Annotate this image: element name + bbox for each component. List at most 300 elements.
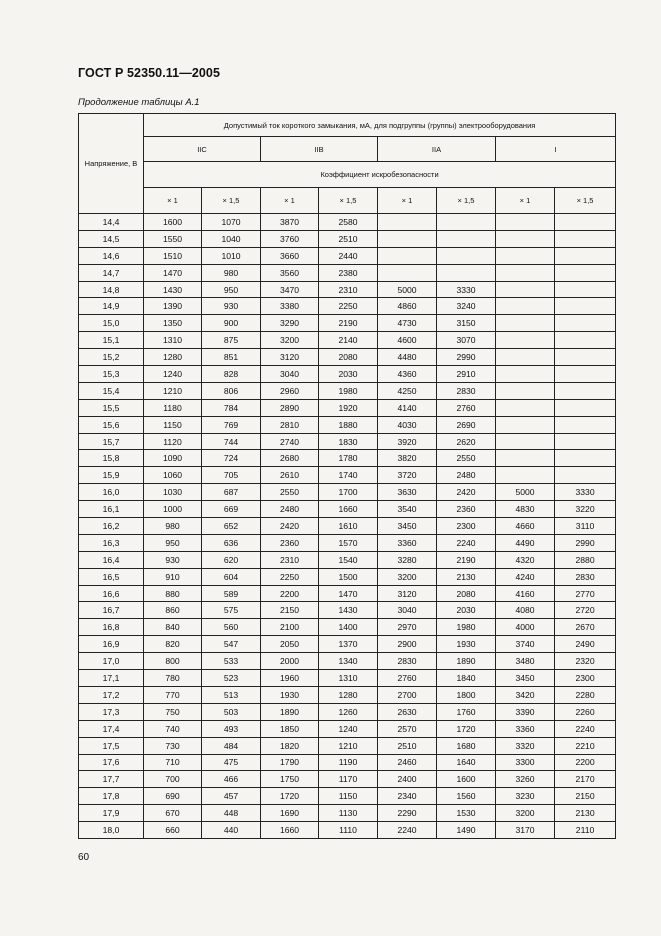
current-cell: 2110 [555,822,616,839]
current-cell: 2360 [437,501,496,518]
current-cell: 2580 [319,214,378,231]
voltage-cell: 15,1 [79,332,144,349]
current-cell: 2250 [319,298,378,315]
current-cell: 4140 [378,399,437,416]
current-cell: 2480 [437,467,496,484]
current-cell: 3200 [496,805,555,822]
table-row [79,568,616,585]
current-cell: 1890 [437,653,496,670]
current-cell: 2550 [261,484,319,501]
current-cell: 1740 [319,467,378,484]
current-cell: 3420 [496,686,555,703]
current-cell: 547 [202,636,261,653]
current-cell: 930 [202,298,261,315]
current-cell: 1720 [261,788,319,805]
current-cell: 3450 [496,670,555,687]
current-cell: 1390 [144,298,202,315]
current-cell: 1370 [319,636,378,653]
current-cell: 2910 [437,366,496,383]
current-cell: 1820 [261,737,319,754]
current-cell: 1430 [319,602,378,619]
table-row [79,822,616,839]
current-cell: 1280 [319,686,378,703]
current-cell: 1170 [319,771,378,788]
voltage-cell: 16,4 [79,551,144,568]
table-row [79,214,616,231]
current-cell: 2510 [319,230,378,247]
table-row [79,805,616,822]
current-cell: 2420 [261,518,319,535]
current-cell [496,315,555,332]
current-cell: 2170 [555,771,616,788]
current-cell: 2050 [261,636,319,653]
current-cell: 2970 [378,619,437,636]
voltage-cell: 14,7 [79,264,144,281]
current-cell: 3040 [261,366,319,383]
current-cell: 5000 [496,484,555,501]
current-cell: 660 [144,822,202,839]
current-cell [555,332,616,349]
voltage-cell: 18,0 [79,822,144,839]
table-row [79,399,616,416]
current-cell [496,298,555,315]
voltage-cell: 17,8 [79,788,144,805]
current-cell: 705 [202,467,261,484]
current-cell: 1310 [144,332,202,349]
voltage-cell: 16,2 [79,518,144,535]
voltage-header: Напряжение, В [79,114,144,214]
current-cell: 2380 [319,264,378,281]
table-caption: Продолжение таблицы А.1 [78,97,200,108]
current-cell: 575 [202,602,261,619]
current-cell: 493 [202,720,261,737]
current-cell: 2030 [319,366,378,383]
table-row [79,686,616,703]
voltage-cell: 14,4 [79,214,144,231]
current-cell: 980 [202,264,261,281]
current-cell: 1210 [319,737,378,754]
current-cell: 2190 [319,315,378,332]
current-cell: 560 [202,619,261,636]
current-cell: 448 [202,805,261,822]
current-cell: 4660 [496,518,555,535]
current-cell: 2280 [555,686,616,703]
current-cell: 3320 [496,737,555,754]
current-cell: 1150 [319,788,378,805]
current-cell: 484 [202,737,261,754]
current-cell: 1600 [144,214,202,231]
current-cell: 2740 [261,433,319,450]
table-row [79,670,616,687]
current-cell: 4830 [496,501,555,518]
document-title: ГОСТ Р 52350.11—2005 [78,66,221,80]
current-cell: 652 [202,518,261,535]
current-cell: 3170 [496,822,555,839]
current-cell: 2690 [437,416,496,433]
current-cell: 1920 [319,399,378,416]
current-cell: 2320 [555,653,616,670]
current-cell: 2900 [378,636,437,653]
current-cell: 3820 [378,450,437,467]
table-row [79,349,616,366]
current-cell: 3870 [261,214,319,231]
table-row [79,737,616,754]
voltage-cell: 15,3 [79,366,144,383]
current-cell: 1880 [319,416,378,433]
current-cell: 1260 [319,703,378,720]
current-cell [437,247,496,264]
group-header-iia: IIA [378,137,496,162]
current-cell: 2150 [261,602,319,619]
voltage-cell: 14,9 [79,298,144,315]
voltage-cell: 17,9 [79,805,144,822]
current-cell: 3450 [378,518,437,535]
current-cell: 2720 [555,602,616,619]
current-cell: 1540 [319,551,378,568]
current-cell: 3380 [261,298,319,315]
current-cell: 980 [144,518,202,535]
multiplier-header: × 1 [261,188,319,214]
current-cell: 2300 [555,670,616,687]
voltage-cell: 14,8 [79,281,144,298]
current-cell: 687 [202,484,261,501]
current-cell: 2830 [437,382,496,399]
current-cell: 3480 [496,653,555,670]
current-cell [378,230,437,247]
table-row [79,788,616,805]
voltage-cell: 16,9 [79,636,144,653]
current-cell: 3200 [378,568,437,585]
table-body [79,214,616,839]
voltage-cell: 17,7 [79,771,144,788]
current-cell [555,467,616,484]
current-cell: 1060 [144,467,202,484]
table-row [79,602,616,619]
table-row [79,619,616,636]
current-cell: 5000 [378,281,437,298]
current-cell: 744 [202,433,261,450]
current-cell: 503 [202,703,261,720]
voltage-cell: 14,5 [79,230,144,247]
current-cell: 2620 [437,433,496,450]
current-cell: 1000 [144,501,202,518]
current-cell: 2550 [437,450,496,467]
current-cell: 1280 [144,349,202,366]
voltage-cell: 14,6 [79,247,144,264]
current-cell: 3260 [496,771,555,788]
table-row [79,264,616,281]
group-header-iic: IIC [144,137,261,162]
current-cell: 4160 [496,585,555,602]
current-cell: 1070 [202,214,261,231]
current-cell: 2810 [261,416,319,433]
current-cell: 1490 [437,822,496,839]
current-cell: 2680 [261,450,319,467]
current-cell: 3470 [261,281,319,298]
multiplier-header: × 1,5 [319,188,378,214]
current-cell: 4000 [496,619,555,636]
current-cell: 457 [202,788,261,805]
current-cell: 724 [202,450,261,467]
multiplier-header: × 1,5 [555,188,616,214]
voltage-cell: 15,8 [79,450,144,467]
current-cell: 670 [144,805,202,822]
current-cell: 1120 [144,433,202,450]
current-cell: 2480 [261,501,319,518]
current-cell: 3540 [378,501,437,518]
current-cell: 1470 [144,264,202,281]
current-cell [496,433,555,450]
table-row [79,433,616,450]
voltage-cell: 17,1 [79,670,144,687]
current-cell: 4360 [378,366,437,383]
current-cell: 2960 [261,382,319,399]
current-cell: 2080 [437,585,496,602]
table-row [79,585,616,602]
current-cell [496,349,555,366]
current-cell: 3920 [378,433,437,450]
multiplier-header: × 1 [378,188,437,214]
current-cell: 2200 [555,754,616,771]
current-cell [555,247,616,264]
current-cell: 1110 [319,822,378,839]
current-cell [496,382,555,399]
current-cell: 3760 [261,230,319,247]
current-cell: 1960 [261,670,319,687]
current-cell: 1240 [319,720,378,737]
current-cell: 2240 [437,534,496,551]
voltage-cell: 16,6 [79,585,144,602]
current-cell: 1610 [319,518,378,535]
current-cell: 769 [202,416,261,433]
current-cell: 730 [144,737,202,754]
current-cell: 533 [202,653,261,670]
current-cell [555,433,616,450]
current-cell: 3280 [378,551,437,568]
table-row [79,315,616,332]
current-cell: 4860 [378,298,437,315]
voltage-cell: 15,6 [79,416,144,433]
current-cell: 3200 [261,332,319,349]
current-cell: 2420 [437,484,496,501]
current-cell: 2150 [555,788,616,805]
current-cell [496,247,555,264]
current-cell: 2990 [555,534,616,551]
current-cell [555,281,616,298]
coefficient-header: Коэффициент искробезопасности [144,162,616,188]
current-cell [496,467,555,484]
current-cell [496,366,555,383]
current-cell: 636 [202,534,261,551]
current-cell [437,230,496,247]
current-cell [496,450,555,467]
current-cell: 1150 [144,416,202,433]
current-cell: 1010 [202,247,261,264]
current-cell: 1980 [319,382,378,399]
current-cell: 2760 [378,670,437,687]
table-row [79,703,616,720]
current-cell: 3240 [437,298,496,315]
current-cell: 4240 [496,568,555,585]
current-cell: 4490 [496,534,555,551]
current-cell: 2830 [378,653,437,670]
table-row [79,551,616,568]
current-cell: 3230 [496,788,555,805]
current-cell: 875 [202,332,261,349]
current-cell: 840 [144,619,202,636]
table-row [79,636,616,653]
current-cell [437,264,496,281]
current-cell: 589 [202,585,261,602]
current-cell: 1510 [144,247,202,264]
current-cell: 880 [144,585,202,602]
current-cell: 784 [202,399,261,416]
current-cell [555,450,616,467]
current-cell [378,264,437,281]
current-cell: 620 [202,551,261,568]
current-cell: 1430 [144,281,202,298]
current-cell: 466 [202,771,261,788]
current-cell: 1400 [319,619,378,636]
current-cell: 1550 [144,230,202,247]
current-cell: 806 [202,382,261,399]
current-cell: 1240 [144,366,202,383]
current-cell: 1530 [437,805,496,822]
current-cell [496,416,555,433]
current-cell: 700 [144,771,202,788]
current-cell: 1930 [437,636,496,653]
voltage-cell: 15,4 [79,382,144,399]
current-cell: 4250 [378,382,437,399]
current-cell: 2130 [555,805,616,822]
current-cell: 2630 [378,703,437,720]
current-cell: 2310 [261,551,319,568]
current-cell: 3120 [261,349,319,366]
current-cell: 950 [144,534,202,551]
current-cell: 780 [144,670,202,687]
current-cell [496,214,555,231]
current-cell: 1660 [319,501,378,518]
voltage-cell: 16,7 [79,602,144,619]
voltage-cell: 16,8 [79,619,144,636]
current-cell: 1560 [437,788,496,805]
current-cell: 2990 [437,349,496,366]
current-cell: 2880 [555,551,616,568]
current-cell: 1980 [437,619,496,636]
current-cell [555,382,616,399]
current-cell: 1790 [261,754,319,771]
current-cell: 2510 [378,737,437,754]
current-cell: 3360 [378,534,437,551]
current-cell: 440 [202,822,261,839]
current-cell [378,247,437,264]
current-cell: 1030 [144,484,202,501]
current-cell: 3360 [496,720,555,737]
current-cell: 2340 [378,788,437,805]
current-cell [555,264,616,281]
group-header-i: I [496,137,616,162]
current-cell: 4480 [378,349,437,366]
current-cell: 1040 [202,230,261,247]
current-cell: 3630 [378,484,437,501]
current-cell [496,332,555,349]
table-row [79,653,616,670]
current-cell: 800 [144,653,202,670]
voltage-cell: 15,9 [79,467,144,484]
current-cell: 2080 [319,349,378,366]
current-cell: 710 [144,754,202,771]
current-cell: 950 [202,281,261,298]
current-cell: 2890 [261,399,319,416]
table-row [79,467,616,484]
current-cell: 2200 [261,585,319,602]
current-cell: 2240 [555,720,616,737]
current-cell: 1470 [319,585,378,602]
table-row [79,382,616,399]
current-cell: 1800 [437,686,496,703]
voltage-cell: 17,6 [79,754,144,771]
data-table [78,113,616,839]
current-cell: 2100 [261,619,319,636]
current-cell: 1660 [261,822,319,839]
current-cell: 1180 [144,399,202,416]
current-cell: 3220 [555,501,616,518]
multiplier-header: × 1,5 [202,188,261,214]
table-row [79,450,616,467]
table-row [79,416,616,433]
voltage-cell: 17,2 [79,686,144,703]
current-cell: 1340 [319,653,378,670]
current-cell: 930 [144,551,202,568]
current-cell: 3110 [555,518,616,535]
current-cell [555,349,616,366]
current-cell: 3740 [496,636,555,653]
current-cell [555,214,616,231]
voltage-cell: 16,5 [79,568,144,585]
current-cell: 2190 [437,551,496,568]
voltage-cell: 15,0 [79,315,144,332]
current-cell: 2210 [555,737,616,754]
current-cell: 3150 [437,315,496,332]
voltage-cell: 17,4 [79,720,144,737]
current-cell: 820 [144,636,202,653]
current-cell: 1500 [319,568,378,585]
voltage-cell: 15,5 [79,399,144,416]
current-cell: 900 [202,315,261,332]
current-cell: 2290 [378,805,437,822]
current-cell: 2400 [378,771,437,788]
current-cell: 4080 [496,602,555,619]
current-cell: 4030 [378,416,437,433]
current-cell: 1570 [319,534,378,551]
current-cell: 3330 [555,484,616,501]
current-cell: 669 [202,501,261,518]
current-cell: 1780 [319,450,378,467]
current-cell: 3720 [378,467,437,484]
current-cell [496,399,555,416]
current-cell: 1750 [261,771,319,788]
page-number: 60 [78,852,90,863]
current-cell [496,264,555,281]
current-cell: 1640 [437,754,496,771]
current-header: Допустимый ток короткого замыкания, мА, для подгруппы (группы) электрооборудования [144,114,616,137]
current-cell: 2030 [437,602,496,619]
current-cell: 1760 [437,703,496,720]
current-cell: 2570 [378,720,437,737]
current-cell: 910 [144,568,202,585]
current-cell: 1720 [437,720,496,737]
current-cell: 2310 [319,281,378,298]
